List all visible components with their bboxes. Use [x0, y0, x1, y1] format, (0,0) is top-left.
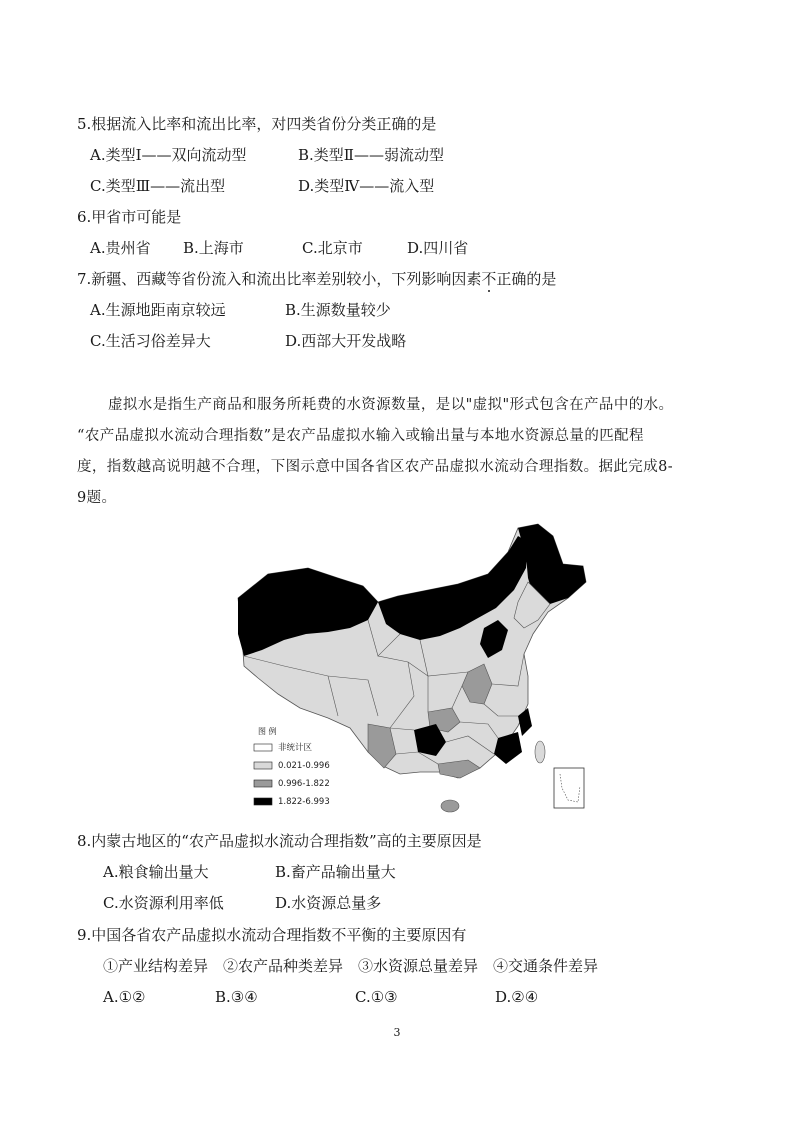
q7-emphasis-mark: 不: [481, 270, 497, 288]
legend-swatch-low: [254, 762, 272, 769]
legend-swatch-non-stat: [254, 744, 272, 751]
q8-option-c: C.水资源利用率低: [103, 894, 224, 912]
legend-title: 图 例: [258, 727, 277, 736]
legend-label-non-stat: 非统计区: [278, 743, 313, 753]
legend-swatch-mid: [254, 780, 272, 787]
q7-option-b: B.生源数量较少: [285, 301, 391, 319]
q5-option-d: D.类型Ⅳ——流入型: [298, 177, 435, 195]
passage-line-1: 虚拟水是指生产商品和服务所耗费的水资源数量，是以"虚拟"形式包含在产品中的水。: [108, 397, 674, 413]
passage-line-3: 度，指数越高说明越不合理，下图示意中国各省区农产品虚拟水流动合理指数。据此完成8-: [77, 459, 674, 475]
q5-option-c: C.类型Ⅲ——流出型: [90, 177, 226, 195]
legend-label-low: 0.021-0.996: [278, 761, 330, 771]
q5-stem: 5.根据流入比率和流出比率，对四类省份分类正确的是: [77, 115, 437, 133]
q7-option-d: D.西部大开发战略: [285, 332, 407, 350]
page-number: 3: [393, 1026, 401, 1039]
q6-option-d: D.四川省: [407, 239, 469, 257]
q9-option-d: D.②④: [495, 988, 539, 1006]
q7-stem: [77, 269, 556, 289]
q7-option-a: A.生源地距南京较远: [90, 301, 226, 319]
q6-option-b: B.上海市: [183, 239, 244, 257]
q9-option-c: C.①③: [355, 988, 398, 1006]
q7-stem-start: 7.新疆、西藏等省份流入和流出比率差别较小，下列影响因素: [77, 270, 482, 288]
legend-swatch-high: [254, 798, 272, 805]
q8-option-a: A.粮食输出量大: [103, 863, 209, 881]
q6-option-a: A.贵州省: [90, 239, 151, 257]
q8-option-d: D.水资源总量多: [275, 894, 382, 912]
map-hainan: [441, 800, 459, 812]
q8-option-b: B.畜产品输出量大: [275, 863, 396, 881]
q5-option-a: A.类型Ⅰ——双向流动型: [90, 146, 247, 164]
legend-label-mid: 0.996-1.822: [278, 779, 330, 789]
q9-items: ①产业结构差异 ②农产品种类差异 ③水资源总量差异 ④交通条件差异: [103, 957, 599, 975]
passage-line-4: 9题。: [77, 490, 117, 506]
q6-stem: 6.甲省市可能是: [77, 208, 182, 226]
q7-stem-end: 正确的是: [496, 270, 557, 288]
q8-stem: 8.内蒙古地区的“农产品虚拟水流动合理指数”高的主要原因是: [77, 832, 482, 850]
map-taiwan: [535, 741, 545, 763]
passage-line-2: “农产品虚拟水流动合理指数”是农产品虚拟水输入或输出量与本地水资源总量的匹配程: [77, 428, 644, 444]
q9-stem: 9.中国各省农产品虚拟水流动合理指数不平衡的主要原因有: [77, 926, 467, 944]
q9-option-b: B.③④: [215, 988, 258, 1006]
legend-label-high: 1.822-6.993: [278, 797, 330, 807]
q9-option-a: A.①②: [103, 988, 146, 1006]
china-virtual-water-map: [228, 516, 598, 816]
q6-option-c: C.北京市: [302, 239, 363, 257]
q7-option-c: C.生活习俗差异大: [90, 332, 211, 350]
q5-option-b: B.类型Ⅱ——弱流动型: [298, 146, 444, 164]
